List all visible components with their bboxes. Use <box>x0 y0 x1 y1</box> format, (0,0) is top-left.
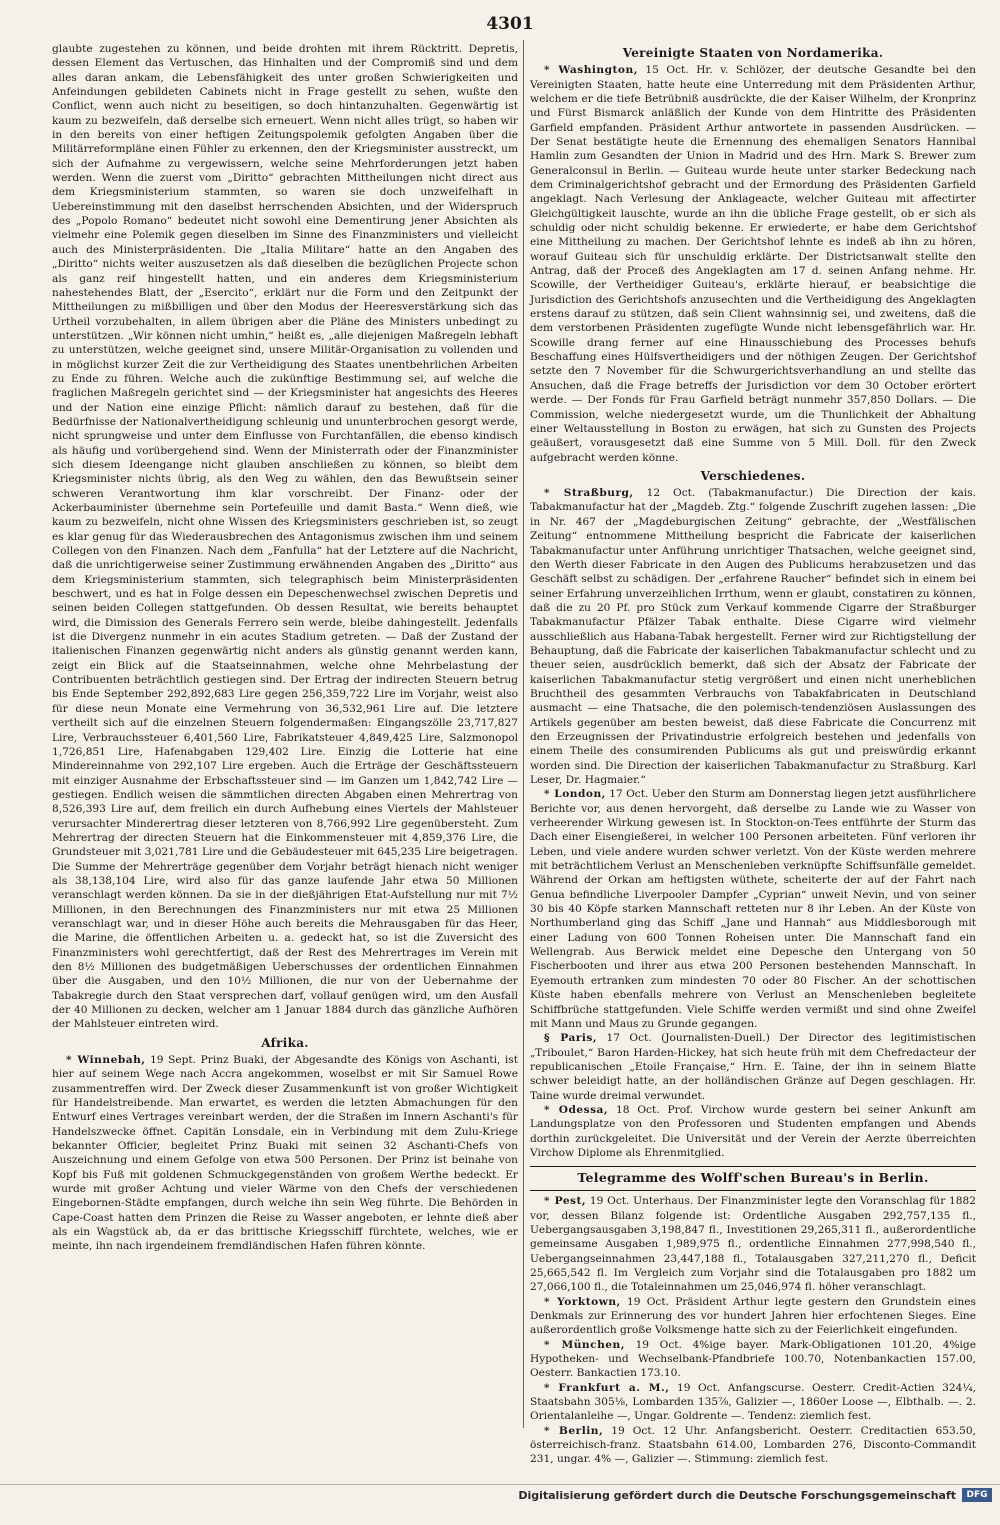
page-number: 4301 <box>486 14 534 34</box>
strassburg-article <box>530 486 976 787</box>
dateline-washington: * Washington, <box>544 64 638 77</box>
muenchen-article <box>530 1338 976 1381</box>
paris-text: 17 Oct. (Journalisten-Duell.) Der Director des legitimistischen „Triboulet,“ Baron Harden-Hickey, hat sich heute früh mit dem Chefredacteur der republicanischen „Etoile Française,“ Hrn. E. Taine, der ihn in seinem Blatte schwer beleidigt hatte, an der holländischen Gränze auf Degen geschlagen. Hr. Taine wurde dreimal verwundet. <box>530 1032 976 1102</box>
odessa-article <box>530 1103 976 1160</box>
section-heading-verschiedenes: Verschiedenes. <box>700 468 806 483</box>
paris-article <box>530 1031 976 1103</box>
london-article <box>530 787 976 1031</box>
winnebah-article <box>52 1053 518 1254</box>
berlin-text: 19 Oct. 12 Uhr. Anfangsbericht. Oesterr. Creditactien 653.50, österreichisch-franz. Staatsbahn 614.00, Lombarden 276, Disconto-Commandit 231, ungar. 4% —, Galizier —. Stimmung: ziemlich fest. <box>530 1424 976 1466</box>
dateline-strassburg: * Straßburg, <box>544 487 634 500</box>
frankfurt-article <box>530 1381 976 1424</box>
section-heading-telegramme: Telegramme des Wolff'schen Bureau's in Berlin. <box>530 1166 976 1191</box>
washington-text: 15 Oct. Hr. v. Schlözer, der deutsche Gesandte bei den Vereinigten Staaten, hatte heute eine Unterredung mit dem Präsidenten Arthur, welchem er die tiefe Betrübniß ausdrückte, die der Kaiser Wilhelm, der Kronprinz und Fürst Bismarck anläßlich der Kunde von dem Hintritte des Präsidenten Garfield empfanden. Präsident Arthur antwortete in passenden Ausdrücken. — Der Senat bestätigte heute die Ernennung des ehemaligen Senators Hannibal Hamlin zum Gesandten der Union in Madrid und des Hrn. Mark S. Brewer zum Generalconsul in Berlin. — Guiteau wurde heute unter starker Bedeckung nach dem Criminalgerichtshof gebracht und der Ermordung des Präsidenten Garfield angeklagt. Nach Verlesung der Anklageacte, welcher Guiteau mit affectirter Gleichgültigkeit lauschte, wurde an ihn die übliche Frage gestellt, ob er sich als schuldig oder nicht schuldig bekenne. Er erwiederte, er habe dem Gerichtshof eine Mittheilung zu machen. Der Gerichtshof lehnte es indeß ab ihn zu hören, worauf Guiteau sich für unschuldig erklärte. Der Districtsanwalt stellte den Antrag, daß der Proceß des Angeklagten am 17 d. seinen Anfang nehme. Hr. Scowille, der Vertheidiger Guiteau's, erklärte hierauf, er beabsichtige die Jurisdiction des Gerichtshofs anzusechten und die Vertheidigung des Angeklagten erstens darauf zu stützen, daß sein Client wahnsinnig sei, und zweitens, daß die dem verstorbenen Präsidenten zugefügte Wunde nicht lebensgefährlich war. Hr. Scowille drang ferner auf eine Hinausschiebung des Processes behufs Beschaffung eines Hülfsvertheidigers und der nöthigen Zeugen. Der Gerichtshof setzte den 7 November für die Schwurgerichtsverhandlung an und stellte das Ansuchen, daß die Frage betreffs der Jurisdiction vor dem 30 October erörtert werde. — Der Fonds für Frau Garfield beträgt nunmehr 357,850 Dollars. — Die Commission, welche niedergesetzt wurde, um die Thunlichkeit der Abhaltung einer Weltausstellung in Boston zu erwägen, hat sich zu Gunsten des Projects geäußert, vorausgesetzt daß eine Summe von 5 Mill. Doll. für den Zweck aufgebracht werden könne. <box>530 64 977 464</box>
right-column <box>530 42 976 1467</box>
berlin-article <box>530 1424 976 1467</box>
winnebah-text: 19 Sept. Prinz Buaki, der Abgesandte des Königs von Aschanti, ist hier auf seinem Wege nach Accra angekommen, woselbst er mit Sir Samuel Rowe zusammentreffen wird. Der Zweck dieser Zusammenkunft ist von großer Wichtigkeit für Handelstreibende. Man erwartet, es werden die letzten Abmachungen für den Entwurf eines Vertrages vereinbart werden, der die Straßen im Innern Aschanti's für Handelszwecke öffnet. Capitän Lonsdale, ein in Verbindung mit dem Zulu-Kriege bekannter Officier, begleitet Prinz Buaki mit seinen 32 Aschanti-Chefs von Auszeichnung und einem Gefolge von etwa 500 Personen. Der Prinz ist beinahe von Kopf bis Fuß mit goldenen Schmuckgegenständen von großem Werthe bedeckt. Er wurde mit großer Achtung und vieler Wärme von den Chefs der verschiedenen Eingebornen-Städte empfangen, durch welche ihn sein Weg führte. Die Behörden in Cape-Coast hatten dem Prinzen die Reise zu Wasser angeboten, er lehnte dieß aber als ein Wagstück ab, da er das brittische Kriegsschiff fürchtete, welches, wie er meinte, ihn nach irgendeinem fremdländischen Hafen führen könnte. <box>52 1053 518 1253</box>
dateline-frankfurt: * Frankfurt a. M., <box>544 1381 670 1394</box>
section-heading-afrika: Afrika. <box>261 1035 309 1050</box>
dateline-yorktown: * Yorktown, <box>544 1295 621 1308</box>
dateline-pest: * Pest, <box>544 1195 587 1208</box>
dateline-odessa: * Odessa, <box>544 1103 609 1116</box>
odessa-text: 18 Oct. Prof. Virchow wurde gestern bei seiner Ankunft am Landungsplatze von den Professoren und Studenten empfangen und Abends dorthin zurückgeleitet. Die Universität und der Verein der Aerzte überreichten Virchow Diplome als Ehrenmitglied. <box>530 1103 976 1159</box>
pest-text: 19 Oct. Unterhaus. Der Finanzminister legte den Voranschlag für 1882 vor, dessen Bilanz folgende ist: Ordentliche Ausgaben 292,757,135 fl., Uebergangsausgaben 3,198,847 fl., Investitionen 29,265,311 fl., außerordentliche gemeinsame Ausgaben 1,989,975 fl., ordentliche Einnahmen 277,998,540 fl., Uebergangseinnahmen 23,447,188 fl., Totalausgaben 327,211,270 fl., Deficit 25,665,542 fl. Im Vergleich zum Vorjahr sind die Totalausgaben pro 1882 um 27,066,100 fl., die Totaleinnahmen um 25,046,974 fl. höher veranschlagt. <box>530 1195 976 1294</box>
muenchen-text: 19 Oct. 4%ige bayer. Mark-Obligationen 101.20, 4%ige Hypotheken- und Wechselbank-Pfandbriefe 100.70, Notenbankactien 157.00, Oesterr. Bankactien 173.10. <box>530 1338 976 1380</box>
dfg-credit-text: Digitalisierung gefördert durch die Deutsche Forschungsgemeinschaft <box>518 1489 956 1502</box>
digitization-footer <box>0 1484 1000 1505</box>
column-divider <box>523 40 524 1428</box>
dateline-berlin: * Berlin, <box>544 1424 604 1437</box>
dfg-logo: DFG <box>962 1488 992 1502</box>
dateline-muenchen: * München, <box>544 1338 625 1351</box>
pest-article <box>530 1194 976 1294</box>
dateline-paris: § Paris, <box>544 1032 598 1045</box>
yorktown-text: 19 Oct. Präsident Arthur legte gestern den Grundstein eines Denkmals zur Erinnerung des vor hundert Jahren hier erfochtenen Sieges. Eine außerordentlich große Volksmenge hatte sich zu der Feierlichkeit eingefunden. <box>530 1295 976 1337</box>
dateline-london: * London, <box>544 788 606 801</box>
washington-article <box>530 63 976 465</box>
left-column <box>52 42 518 1254</box>
dateline-winnebah: * Winnebah, <box>66 1053 146 1066</box>
strassburg-text: 12 Oct. (Tabakmanufactur.) Die Direction der kais. Tabakmanufactur hat der „Magdeb. Ztg.“ folgende Zuschrift zugehen lassen: „Die in Nr. 467 der „Magdeburgischen Zeitung“ gebrachte, der „Westfälischen Zeitung“ entnommene Mittheilung bespricht die Fabricate der kaiserlichen Tabakmanufactur unter Anführung unrichtiger Thatsachen, welche geeignet sind, den Werth dieser Fabricate in den Augen des Publicums herabzusetzen und das Geschäft selbst zu schädigen. Der „erfahrene Raucher“ befindet sich in einem bei seiner Erfahrung unverzeihlichen Irrthum, wenn er glaubt, constatiren zu können, daß die zu 20 Pf. pro Stück zum Verkauf kommende Cigarre der Straßburger Tabakmanufactur Pfälzer Tabak enthalte. Diese Cigarre wird vielmehr ausschließlich aus Habana-Tabak hergestellt. Ferner wird zur Richtigstellung der Behauptung, daß die Fabricate der kaiserlichen Tabakmanufactur schlecht und zu theuer seien, ausdrücklich bemerkt, daß sich der Absatz der Fabricate der kaiserlichen Tabakmanufactur stetig vergrößert und einen nicht unerheblichen Bruchtheil des gesammten Verbrauchs von Tabakfabricaten in Deutschland ausmacht — eine Thatsache, die den polemisch-tendenziösen Auslassungen des Artikels gegenüber am besten beweist, daß diese Fabricate die Concurrenz mit den Erzeugnissen der Privatindustrie erfolgreich bestehen und jedenfalls von einem Theile des consumirenden Publicums als gut und preiswürdig erkannt worden sind. Die Direction der kaiserlichen Tabakmanufactur zu Straßburg. Karl Leser, Dr. Hagmaier.“ <box>530 487 977 786</box>
italy-article-text: glaubte zugestehen zu können, und beide drohten mit ihrem Rücktritt. Depretis, dessen Element das Vertuschen, das Hinhalten und der Compromiß sind und dem alles daran ankam, die Lebensfähigkeit des unter großen Schwierigkeiten und Anfeindungen gebildeten Cabinets nicht in Frage gestellt zu sehen, wußte den Conflict, wenn auch nicht zu beseitigen, so doch hintanzuhalten. Gegenwärtig ist kaum zu bezweifeln, daß derselbe sich erneuert. Wenn nicht alles trügt, so haben wir in den bereits von einer heftigen Zeitungspolemik gefolgten Angaben über die Militärreformpläne einen Fühler zu erkennen, den der Kriegsminister ausstreckt, um sich der Aufnahme zu vergewissern, welche seine Mehrforderungen jetzt haben werden. Wenn die zuerst vom „Diritto“ gebrachten Mittheilungen nicht direct aus dem Kriegsministerium stammten, so waren sie doch unzweifelhaft in Uebereinstimmung mit den daselbst herrschenden Absichten, und der Widerspruch des „Popolo Romano“ bedeutet nicht sowohl eine Dementirung jener Absichten als vielmehr eine Polemik gegen dieselben im Sinne des Finanzministers und vielleicht auch des Ministerpräsidenten. Die „Italia Militare“ hatte an den Angaben des „Diritto“ nichts weiter auszusetzen als daß dieselben die bezüglichen Projecte schon als ganz reif hingestellt hatten, und ein anderes dem Kriegsministerium nahestehendes Blatt, der „Esercito“, erklärt nur die Form und den Zeitpunkt der Mittheilungen zu mißbilligen und über den Modus der Heeresverstärkung sich das Urtheil vorzubehalten, in allem übrigen aber die Pläne des Ministers unbedingt zu unterstützen. „Wir können nicht umhin,“ heißt es, „alle diejenigen Maßregeln lebhaft zu unterstützen, welche geeignet sind, unsere Militär-Organisation zu vollenden und in möglichst kurzer Zeit die zur Vertheidigung des Staates unentbehrlichen Arbeiten zu Ende zu führen. Welche auch die zukünftige Bestimmung sei, auf welche die fraglichen Maßregeln gerichtet sind — der Kriegsminister hat angesichts des Heeres und der Nation eine einzige Pflicht: nämlich darauf zu bestehen, daß für die Bedürfnisse der Nationalvertheidigung schleunig und ununterbrochen gesorgt werde, nicht sprungweise und unter dem Einflusse von Furchtanfällen, die ebenso kindisch als häufig und vorübergehend sind. Wenn der Ministerrath oder der Finanzminister sich diesem Ideengange nicht glauben anschließen zu können, so bleibt dem Kriegsminister nichts übrig, als den Weg zu wählen, den das Bewußtsein seiner schweren Verantwortung ihm klar vorschreibt. Der Finanz- oder der Ackerbauminister übernehme sein Portefeuille und damit Basta.“ Wenn dieß, wie kaum zu bezweifeln, nicht ohne Wissen des Kriegsministers geschrieben ist, so zeugt es klar genug für das Wiederausbrechen des Antagonismus zwischen ihm und seinem Collegen von den Finanzen. Nach dem „Fanfulla“ hat der Letztere auf die Nachricht, daß die unrichtigerweise seiner Zustimmung erwähnenden Angaben des „Diritto“ aus dem Kriegsministerium stammten, sich telegraphisch beim Ministerpräsidenten beschwert, und es hat in Folge dessen ein Depeschenwechsel zwischen Depretis und seinen beiden Collegen stattgefunden. Ob dessen Resultat, wie bereits behauptet wird, die Dimission des Generals Ferrero sein werde, bleibe dahingestellt. Jedenfalls ist die Divergenz nunmehr in ein acutes Stadium getreten. — Daß der Zustand der italienischen Finanzen gegenwärtig nicht anders als günstig genannt werden kann, zeigt ein Blick auf die Staatseinnahmen, welche ohne Mehrbelastung der Contribuenten beträchtlich gestiegen sind. Der Ertrag der indirecten Steuern betrug bis Ende September 292,892,683 Lire gegen 256,359,722 Lire im Vorjahr, weist also für diese neun Monate eine Vermehrung von 36,532,961 Lire auf. Die letztere vertheilt sich auf die einzelnen Steuern folgendermaßen: Eingangszölle 23,717,827 Lire, Verbrauchssteuer 6,401,560 Lire, Fabrikatsteuer 4,849,425 Lire, Salzmonopol 1,726,851 Lire, Hafenabgaben 129,402 Lire. Einzig die Lotterie hat eine Mindereinnahme von 292,107 Lire ergeben. Auch die Erträge der Geschäftssteuern mit einziger Ausnahme der Erbschaftssteuer sind — im Ganzen um 1,842,742 Lire — gestiegen. Endlich weisen die sämmtlichen directen Abgaben einen Mehrertrag von 8,526,393 Lire auf, dem freilich ein durch Aufhebung eines Viertels der Mahlsteuer verursachter Minderertrag dieser letzteren von 8,766,992 Lire gegenübersteht. Zum Mehrertrag der directen Steuern hat die Einkommensteuer mit 4,859,376 Lire, die Grundsteuer mit 3,021,781 Lire und die Gebäudesteuer mit 645,235 Lire beigetragen. Die Summe der Mehrerträge gegenüber dem Vorjahr beträgt hienach nicht weniger als 38,138,104 Lire, wird also für das ganze laufende Jahr etwa 50 Millionen veranschlagt werden können. Da sie in der dießjährigen Etat-Aufstellung nur mit 7½ Millionen, in den Berechnungen des Finanzministers nur mit etwa 25 Millionen veranschlagt war, und in dieser Höhe auch bereits die Mehrausgaben für das Heer, die Marine, die öffentlichen Arbeiten u. a. gedeckt hat, so ist die Zuversicht des Finanzministers wohl gerechtfertigt, daß der Rest des Mehrertrages im Verein mit den 8½ Millionen des budgetmäßigen Ueberschusses der ordentlichen Einnahmen über die Ausgaben, und den 10½ Millionen, die nur von der Uebernahme der Tabakregie durch den Staat versprechen darf, vollauf genügen wird, um den Ausfall der 40 Millionen zu decken, welcher am 1 Januar 1884 durch das gänzliche Aufhören der Mahlsteuer eintreten wird. <box>52 43 518 1031</box>
london-text: 17 Oct. Ueber den Sturm am Donnerstag liegen jetzt ausführlichere Berichte vor, aus denen hervorgeht, daß derselbe zu Lande wie zu Wasser von verheerender Wirkung gewesen ist. In Stockton-on-Tees entführte der Sturm das Dach einer Eisengießerei, in welcher 100 Personen arbeiteten. Fünf verloren ihr Leben, und viele andere wurden schwer verletzt. Von der Küste werden mehrere mit beträchtlichem Verlust an Menschenleben verknüpfte Schiffsunfälle gemeldet. Während der Orkan am heftigsten wüthete, scheiterte der auf der Fahrt nach Genua befindliche Liverpooler Dampfer „Cyprian“ unweit Nevin, und von seiner 30 bis 40 Köpfe starken Mannschaft retteten nur 8 ihr Leben. An der Küste von Northumberland ging das Schiff „Jane und Hannah“ aus Middlesborough mit einer Ladung von 600 Tonnen Roheisen unter. Die Mannschaft fand ein Wellengrab. Aus Berwick meldet eine Depesche den Untergang von 50 Fischerbooten und ihrer aus etwa 200 Personen bestehenden Mannschaft. In Eyemouth ertranken zum mindesten 70 oder 80 Fischer. An der schottischen Küste haben ebenfalls mehrere von Verlust an Menschenleben begleitete Schiffbrüche stattgefunden. Viele Schiffe werden vermißt und sind ohne Zweifel mit Mann und Maus zu Grunde gegangen. <box>530 788 977 1030</box>
frankfurt-text: 19 Oct. Anfangscurse. Oesterr. Credit-Actien 324¼, Staatsbahn 305⅛, Lombarden 135⅞, Galizier —, 1860er Loose —, Elbthalb. —. 2. Orientalanleihe —, Ungar. Goldrente —. Tendenz: ziemlich fest. <box>530 1381 976 1423</box>
yorktown-article <box>530 1295 976 1338</box>
section-heading-usa: Vereinigte Staaten von Nordamerika. <box>622 46 884 60</box>
